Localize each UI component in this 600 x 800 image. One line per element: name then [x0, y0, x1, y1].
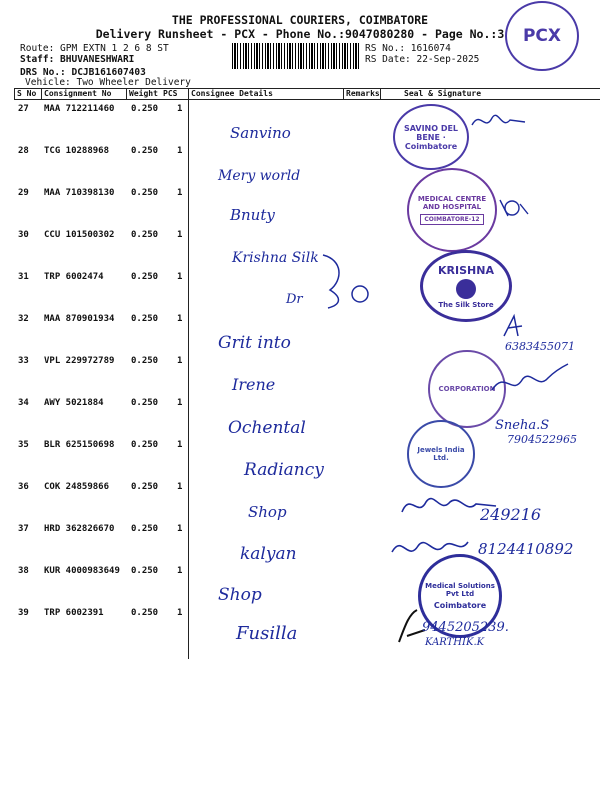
table-cell-pcs: 1 — [177, 314, 183, 324]
table-cell-weight: 0.250 — [131, 314, 159, 324]
handwritten-consignee: Shop — [218, 585, 262, 605]
rs-number: RS No.: 1616074 — [365, 43, 451, 54]
table-cell-consignment: TRP 6002474 — [44, 272, 104, 282]
table-cell-weight: 0.250 — [131, 398, 159, 408]
table-cell-sno: 27 — [18, 104, 29, 114]
handwritten-consignee: Shop — [248, 503, 287, 521]
table-cell-pcs: 1 — [177, 440, 183, 450]
handwritten-consignee: Mery world — [218, 168, 301, 184]
table-cell-sno: 39 — [18, 608, 29, 618]
table-cell-sno: 31 — [18, 272, 29, 282]
signature — [496, 194, 536, 224]
table-cell-pcs: 1 — [177, 482, 183, 492]
handwritten-consignee: Sanvino — [230, 124, 291, 142]
table-cell-pcs: 1 — [177, 524, 183, 534]
company-title: THE PROFESSIONAL COURIERS, COIMBATORE — [171, 13, 429, 27]
col-header-pcs: PCS — [163, 89, 178, 98]
jewels-stamp-text: Jewels India Ltd. — [417, 446, 465, 462]
handwritten-consignee: kalyan — [240, 544, 297, 564]
table-cell-pcs: 1 — [177, 230, 183, 240]
handwritten-phone: 9445205239. — [422, 620, 509, 635]
corporation-stamp-text: CORPORATION — [438, 385, 496, 393]
krishna-logo-icon — [456, 279, 476, 299]
table-cell-weight: 0.250 — [131, 146, 159, 156]
handwritten-consignee: Grit into — [218, 333, 291, 353]
handwritten-consignee: Dr — [286, 292, 303, 307]
table-cell-pcs: 1 — [177, 356, 183, 366]
table-cell-pcs: 1 — [177, 398, 183, 408]
jewels-stamp — [407, 420, 475, 488]
table-cell-weight: 0.250 — [131, 482, 159, 492]
staff-label: Staff: BHUVANESHWARI — [20, 54, 135, 65]
savino-stamp — [393, 104, 469, 170]
table-cell-consignment: CCU 101500302 — [44, 230, 115, 240]
table-cell-weight: 0.250 — [131, 356, 159, 366]
table-cell-consignment: TCG 10288968 — [44, 146, 110, 156]
col-header-consignment: Consignment No — [44, 89, 112, 98]
handwritten-number: 249216 — [480, 505, 542, 524]
hospital-stamp-text: MEDICAL CENTRE AND HOSPITAL — [417, 195, 487, 211]
table-cell-sno: 38 — [18, 566, 29, 576]
table-cell-pcs: 1 — [177, 566, 183, 576]
table-cell-weight: 0.250 — [131, 272, 159, 282]
table-cell-consignment: MAA 870901934 — [44, 314, 115, 324]
table-cell-weight: 0.250 — [131, 608, 159, 618]
table-cell-weight: 0.250 — [131, 230, 159, 240]
table-cell-weight: 0.250 — [131, 524, 159, 534]
table-cell-pcs: 1 — [177, 104, 183, 114]
table-cell-pcs: 1 — [177, 146, 183, 156]
krishna-stamp-sub: The Silk Store — [438, 300, 494, 309]
krishna-stamp-text: KRISHNA — [438, 263, 494, 277]
table-cell-sno: 30 — [18, 230, 29, 240]
savino-stamp-text: SAVINO DEL BENE · Coimbatore — [403, 123, 459, 151]
col-header-remarks: Remarks — [346, 89, 380, 98]
table-cell-sno: 32 — [18, 314, 29, 324]
table-cell-consignment: VPL 229972789 — [44, 356, 115, 366]
col-divider — [343, 88, 344, 100]
table-cell-sno: 37 — [18, 524, 29, 534]
table-cell-sno: 29 — [18, 188, 29, 198]
table-cell-sno: 36 — [18, 482, 29, 492]
handwritten-consignee: Fusilla — [236, 623, 298, 644]
brace-scribble — [318, 250, 378, 310]
col-header-seal: Seal & Signature — [404, 89, 482, 98]
table-cell-consignment: TRP 6002391 — [44, 608, 104, 618]
hospital-stamp — [407, 168, 497, 252]
medical-stamp-text: Medical Solutions Pvt Ltd — [425, 582, 495, 598]
signature — [500, 312, 530, 342]
col-divider — [14, 88, 15, 100]
table-cell-consignment: HRD 362826670 — [44, 524, 115, 534]
table-cell-consignment: MAA 710398130 — [44, 188, 115, 198]
table-cell-sno: 35 — [18, 440, 29, 450]
consignee-column-line — [188, 99, 189, 659]
table-cell-consignment: BLR 625150698 — [44, 440, 115, 450]
col-header-consignee: Consignee Details — [191, 89, 273, 98]
table-cell-weight: 0.250 — [131, 104, 159, 114]
col-header-weight: Weight — [129, 89, 158, 98]
krishna-stamp — [420, 250, 512, 322]
col-header-sno: S No — [17, 89, 37, 98]
table-cell-consignment: KUR 4000983649 — [44, 566, 120, 576]
pcx-stamp-text: PCX — [522, 26, 562, 46]
handwritten-consignee: Bnuty — [230, 206, 275, 224]
table-cell-consignment: COK 24859866 — [44, 482, 110, 492]
drs-number: DRS No.: DCJB161607403 — [20, 67, 146, 78]
header-bottom-border — [14, 99, 600, 100]
handwritten-consignee: Ochental — [228, 418, 306, 438]
runsheet-subtitle: Delivery Runsheet - PCX - Phone No.:9047080280 - Page No.:3 — [95, 27, 505, 41]
table-cell-consignment: AWY 5021884 — [44, 398, 104, 408]
medical-stamp-inner: Coimbatore — [433, 601, 487, 610]
table-cell-pcs: 1 — [177, 608, 183, 618]
col-divider — [126, 88, 127, 100]
table-cell-pcs: 1 — [177, 188, 183, 198]
table-cell-sno: 33 — [18, 356, 29, 366]
route-label: Route: GPM EXTN 1 2 6 8 ST — [20, 43, 169, 54]
table-cell-weight: 0.250 — [131, 188, 159, 198]
vehicle-label: Vehicle: Two Wheeler Delivery — [25, 77, 191, 88]
col-divider — [41, 88, 42, 100]
rs-date: RS Date: 22-Sep-2025 — [365, 54, 480, 65]
table-cell-weight: 0.250 — [131, 566, 159, 576]
hospital-stamp-inner: COIMBATORE-12 — [420, 214, 483, 225]
table-cell-consignment: MAA 712211460 — [44, 104, 115, 114]
handwritten-phone: 6383455071 — [505, 340, 575, 353]
handwritten-name: Sneha.S — [495, 418, 550, 433]
handwritten-phone: 7904522965 — [507, 433, 577, 446]
handwritten-phone: 8124410892 — [478, 540, 574, 558]
table-cell-weight: 0.250 — [131, 440, 159, 450]
handwritten-consignee: Krishna Silk — [232, 250, 319, 266]
table-cell-sno: 28 — [18, 146, 29, 156]
barcode — [232, 43, 360, 69]
table-cell-sno: 34 — [18, 398, 29, 408]
table-cell-pcs: 1 — [177, 272, 183, 282]
handwritten-consignee: Radiancy — [244, 460, 324, 480]
handwritten-consignee: Irene — [232, 375, 276, 394]
pcx-stamp — [505, 1, 579, 71]
handwritten-name: KARTHIK.K — [425, 637, 485, 648]
col-divider — [380, 88, 381, 100]
signature — [490, 360, 570, 400]
signature — [470, 110, 530, 135]
